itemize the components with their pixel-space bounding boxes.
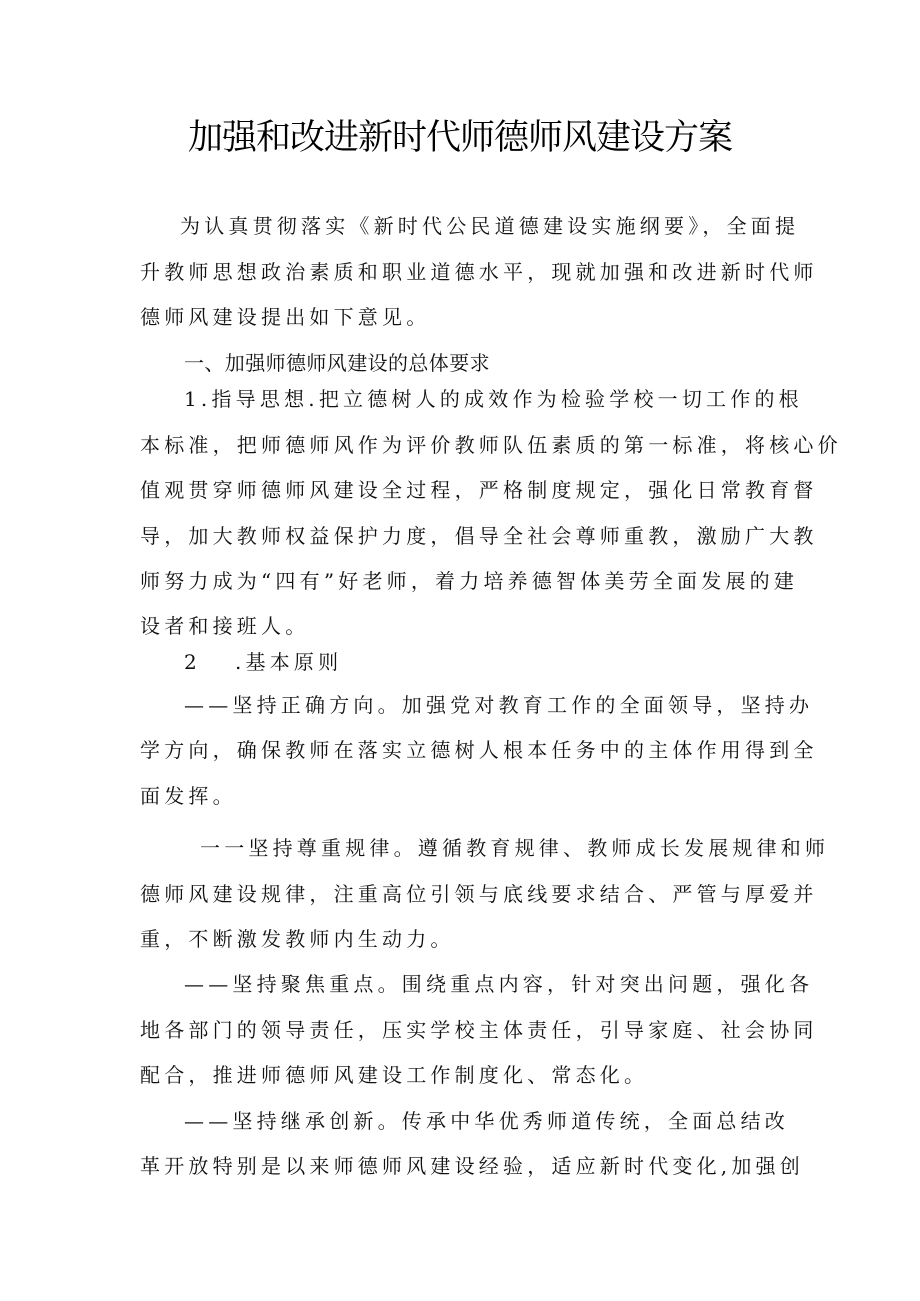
section-heading: 一、加强师德师风建设的总体要求	[184, 351, 490, 375]
item1-line: 导，加大教师权益保护力度，倡导全社会尊师重教，激励广大教	[140, 524, 818, 548]
principle1-line: 面发挥。	[140, 784, 237, 808]
intro-line: 升教师思想政治素质和职业道德水平，现就加强和改进新时代师	[140, 260, 818, 284]
principle1-line: ——坚持正确方向。加强党对教育工作的全面领导，坚持办	[184, 693, 814, 717]
principle2-line: 一一坚持尊重规律。遵循教育规律、教师成长发展规律和师	[200, 836, 830, 860]
item1-line: 本标准，把师德师风作为评价教师队伍素质的第一标准，将核心价	[140, 433, 842, 457]
principle3-line: ——坚持聚焦重点。围绕重点内容，针对突出问题，强化各	[184, 972, 814, 996]
item2-number: 2	[184, 650, 201, 674]
item1-line: 设者和接班人。	[140, 614, 310, 638]
principle1-line: 学方向，确保教师在落实立德树人根本任务中的主体作用得到全	[140, 738, 818, 762]
principle2-line: 德师风建设规律，注重高位引领与底线要求结合、严管与厚爱并	[140, 882, 818, 906]
item1-line: 值观贯穿师德师风建设全过程，严格制度规定，强化日常教育督	[140, 478, 818, 502]
item1-line: 1.指导思想.把立德树人的成效作为检验学校一切工作的根	[184, 387, 803, 411]
item1-line: 师努力成为“四有”好老师，着力培养德智体美劳全面发展的建	[140, 569, 799, 593]
intro-line: 为认真贯彻落实《新时代公民道德建设实施纲要》，全面提	[180, 214, 800, 238]
principle2-line: 重，不断激发教师内生动力。	[140, 927, 455, 951]
document-title: 加强和改进新时代师德师风建设方案	[187, 118, 732, 158]
principle3-line: 配合，推进师德师风建设工作制度化、常态化。	[140, 1063, 649, 1087]
intro-line: 德师风建设提出如下意见。	[140, 305, 431, 329]
principle4-line: ——坚持继承创新。传承中华优秀师道传统，全面总结改	[184, 1109, 789, 1133]
principle4-line: 革开放特别是以来师德师风建设经验，适应新时代变化,加强创	[140, 1154, 804, 1178]
item2-label: .基本原则	[234, 650, 343, 674]
item2-heading	[184, 643, 342, 681]
principle3-line: 地各部门的领导责任，压实学校主体责任，引导家庭、社会协同	[140, 1018, 818, 1042]
